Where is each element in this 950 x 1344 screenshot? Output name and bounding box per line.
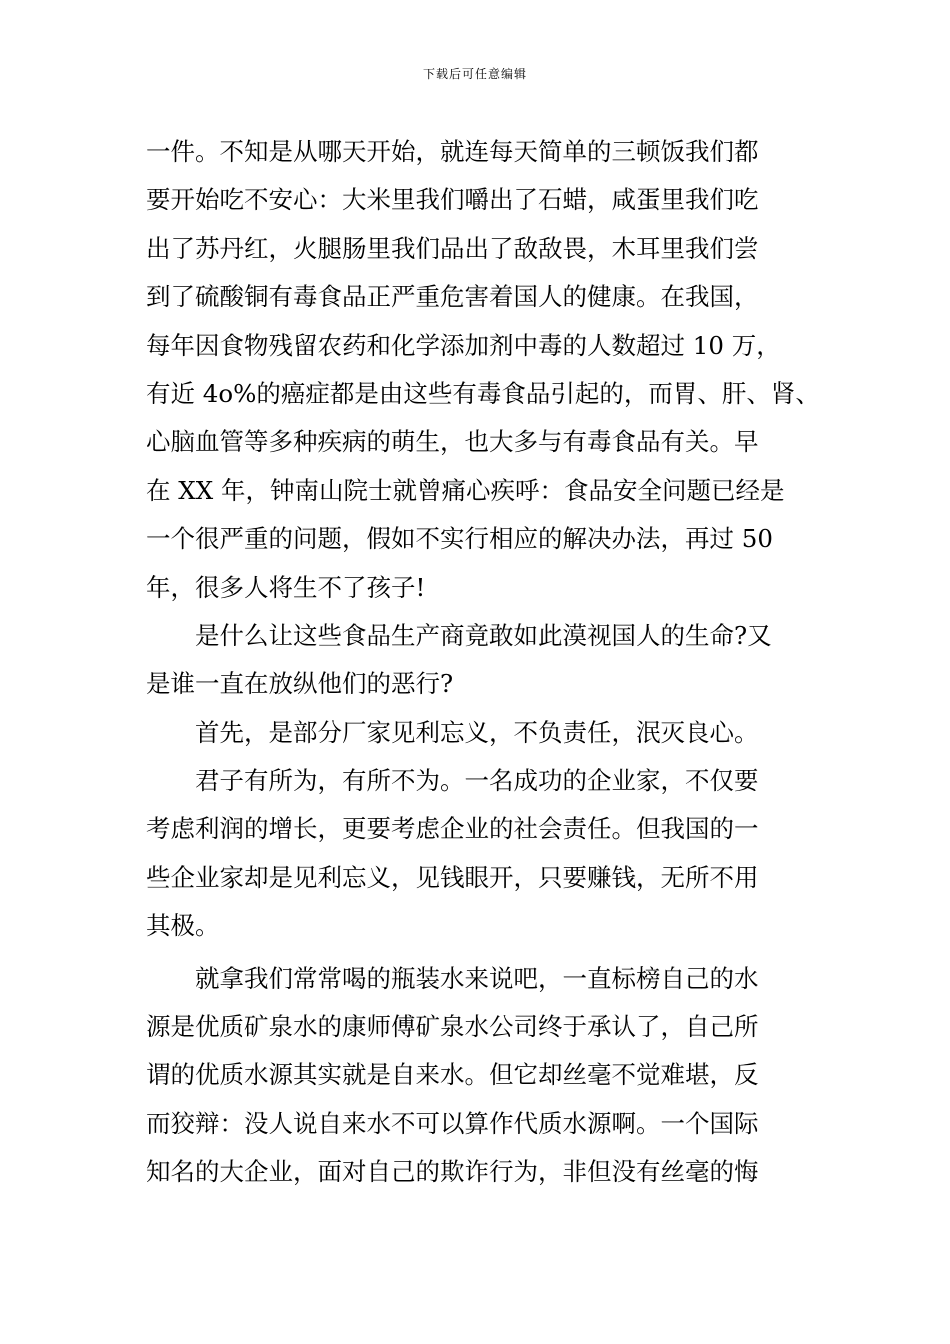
text-line: 其极。 bbox=[146, 911, 220, 941]
page-header: 下载后可任意编辑 bbox=[422, 67, 527, 81]
text-line: 出了苏丹红，火腿肠里我们品出了敌敌畏，木耳里我们尝 bbox=[146, 233, 759, 263]
text-line: 是什么让这些食品生产商竟敢如此漠视国人的生命?又 bbox=[195, 620, 772, 650]
text-line: 年，很多人将生不了孩子! bbox=[146, 572, 426, 602]
text-line: 到了硫酸铜有毒食品正严重危害着国人的健康。在我国， bbox=[146, 282, 759, 312]
text-line: 一件。不知是从哪天开始，就连每天简单的三顿饭我们都 bbox=[146, 137, 759, 166]
text-line: 有近 4o%的癌症都是由这些有毒食品引起的，而胃、肝、肾、 bbox=[146, 378, 820, 408]
text-line: 就拿我们常常喝的瓶装水来说吧，一直标榜自己的水 bbox=[195, 963, 759, 993]
text-line: 而狡辩：没人说自来水不可以算作代质水源啊。一个国际 bbox=[146, 1108, 759, 1138]
text-line: 是谁一直在放纵他们的恶行? bbox=[146, 669, 454, 699]
text-line: 源是优质矿泉水的康师傅矿泉水公司终于承认了，自己所 bbox=[146, 1012, 759, 1042]
text-line: 要开始吃不安心：大米里我们嚼出了石蜡，咸蛋里我们吃 bbox=[146, 185, 759, 215]
text-line: 谓的优质水源其实就是自来水。但它却丝毫不觉难堪，反 bbox=[146, 1060, 759, 1090]
text-line: 每年因食物残留农药和化学添加剂中毒的人数超过 10 万， bbox=[146, 330, 781, 360]
text-line: 首先，是部分厂家见利忘义，不负责任，泯灭良心。 bbox=[195, 717, 759, 747]
text-line: 知名的大企业，面对自己的欺诈行为，非但没有丝毫的悔 bbox=[146, 1157, 759, 1187]
document-body bbox=[146, 128, 826, 1197]
text-line: 考虑利润的增长，更要考虑企业的社会责任。但我国的一 bbox=[146, 814, 759, 844]
text-line: 一个很严重的问题，假如不实行相应的解决办法，再过 50 bbox=[146, 524, 773, 554]
text-line: 些企业家却是见利忘义，见钱眼开，只要赚钱，无所不用 bbox=[146, 862, 759, 892]
text-line: 心脑血管等多种疾病的萌生，也大多与有毒食品有关。早 bbox=[146, 427, 759, 457]
text-line: 君子有所为，有所不为。一名成功的企业家，不仅要 bbox=[195, 766, 759, 796]
text-line: 在 XX 年，钟南山院士就曾痛心疾呼：食品安全问题已经是 bbox=[146, 475, 785, 505]
